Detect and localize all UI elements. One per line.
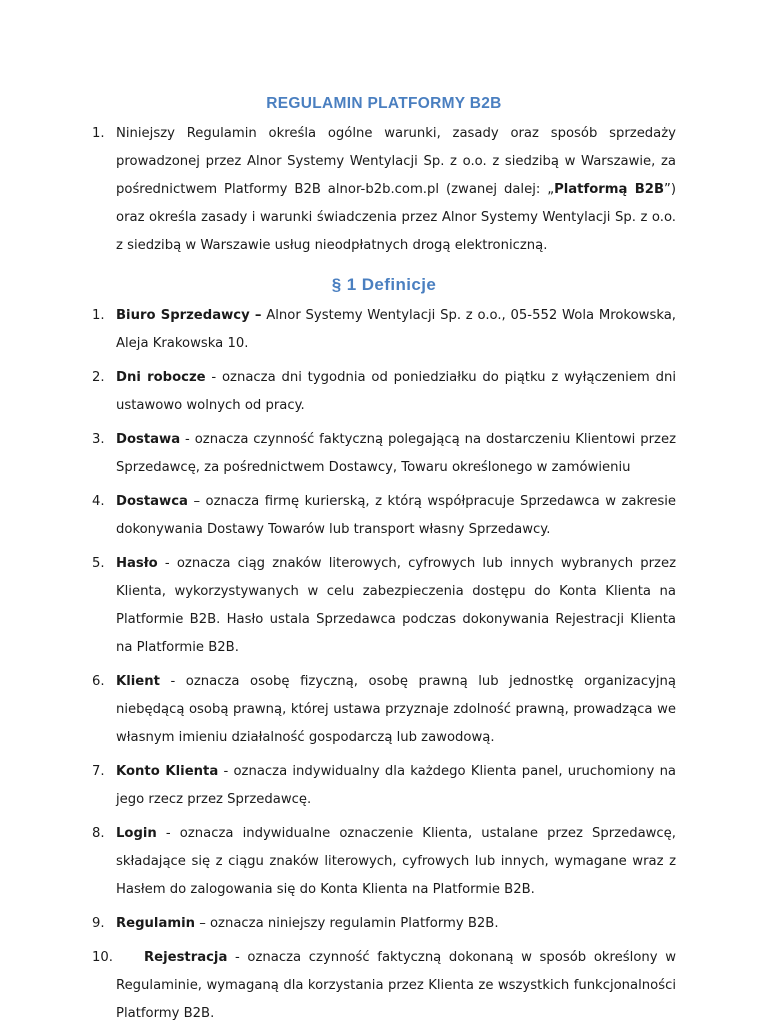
definition-term: Dostawca	[116, 494, 188, 509]
definition-item	[92, 426, 676, 482]
definition-term: Login	[116, 826, 157, 841]
definition-item	[92, 910, 676, 938]
definition-term: Regulamin	[116, 916, 195, 931]
definitions-list	[92, 302, 677, 1034]
list-number: 1.	[92, 308, 105, 323]
list-number: 2.	[92, 370, 105, 385]
list-number: 1.	[92, 126, 105, 141]
definition-term: Dostawa	[116, 432, 181, 447]
definition-item	[92, 488, 676, 544]
intro-item	[92, 120, 677, 260]
definition-text: - oznacza indywidualny dla każdego Klienta panel, uruchomiony na jego rzecz przez Sprzedawcę.	[116, 764, 677, 807]
section-heading: § 1 Definicje	[331, 275, 437, 294]
list-number: 10.	[92, 950, 113, 965]
definition-text: – oznacza niniejszy regulamin Platformy B2B.	[195, 916, 499, 931]
definition-item	[92, 944, 676, 1028]
list-number: 4.	[92, 494, 105, 509]
intro-text-before: Niniejszy Regulamin określa ogólne warunki, zasady oraz sposób sprzedaży prowadzonej przez Alnor Systemy Wentylacji Sp. z o.o. z siedzibą w Warszawie, za pośrednictwem Platformy B2B alnor-b2b.com.pl (zwanej dalej: „	[116, 126, 676, 197]
intro-text-after: ”) oraz określa zasady i warunki świadczenia przez Alnor Systemy Wentylacji Sp. z o.o. z siedzibą w Warszawie usług nieodpłatnych drogą elektroniczną.	[116, 182, 677, 253]
definition-text: - oznacza osobę fizyczną, osobę prawną lub jednostkę organizacyjną niebędącą osobą prawną, której ustawa przyznaje zdolność prawną, prowadząca we własnym imieniu działalność gospodarczą lub zawodową.	[116, 674, 676, 745]
definition-item	[92, 820, 676, 904]
definition-term: Klient	[116, 674, 160, 689]
intro-bold-term: Platformą B2B	[554, 182, 665, 197]
list-number: 3.	[92, 432, 105, 447]
definition-term: Hasło	[116, 556, 158, 571]
definition-item	[92, 364, 676, 420]
definition-text: – oznacza firmę kurierską, z którą współpracuje Sprzedawca w zakresie dokonywania Dostawy Towarów lub transport własny Sprzedawcy.	[116, 494, 676, 537]
definition-item	[92, 302, 677, 358]
list-number: 5.	[92, 556, 105, 571]
document-title: REGULAMIN PLATFORMY B2B	[266, 95, 502, 112]
definition-term: Biuro Sprzedawcy –	[116, 308, 262, 323]
definition-term: Rejestracja	[144, 950, 228, 965]
definition-text: - oznacza czynność faktyczną polegającą na dostarczeniu Klientowi przez Sprzedawcę, za pośrednictwem Dostawcy, Towaru określonego w zamówieniu	[116, 432, 676, 475]
list-number: 6.	[92, 674, 105, 689]
definition-text: - oznacza czynność faktyczną dokonaną w sposób określony w Regulaminie, wymaganą dla korzystania przez Klienta ze wszystkich funkcjonalności Platformy B2B.	[116, 950, 676, 1021]
definition-term: Dni robocze	[116, 370, 206, 385]
definition-item	[92, 550, 676, 662]
definition-text: Alnor Systemy Wentylacji Sp. z o.o., 05-552 Wola Mrokowska, Aleja Krakowska 10.	[116, 308, 677, 351]
list-number: 8.	[92, 826, 105, 841]
definition-text: - oznacza dni tygodnia od poniedziałku do piątku z wyłączeniem dni ustawowo wolnych od pracy.	[116, 370, 676, 413]
definition-text: - oznacza indywidualne oznaczenie Klienta, ustalane przez Sprzedawcę, składające się z ciągu znaków literowych, cyfrowych lub innych, wymagane wraz z Hasłem do zalogowania się do Konta Klienta na Platformie B2B.	[116, 826, 676, 897]
definition-text: - oznacza ciąg znaków literowych, cyfrowych lub innych wybranych przez Klienta, wykorzystywanych w celu zabezpieczenia dostępu do Konta Klienta na Platformie B2B. Hasło ustala Sprzedawca podczas dokonywania Rejestracji Klienta na Platformie B2B.	[116, 556, 676, 655]
definition-item	[92, 668, 676, 752]
list-number: 9.	[92, 916, 105, 931]
list-number: 7.	[92, 764, 105, 779]
definition-term: Konto Klienta	[116, 764, 219, 779]
intro-list	[92, 120, 677, 266]
definition-item	[92, 758, 677, 814]
